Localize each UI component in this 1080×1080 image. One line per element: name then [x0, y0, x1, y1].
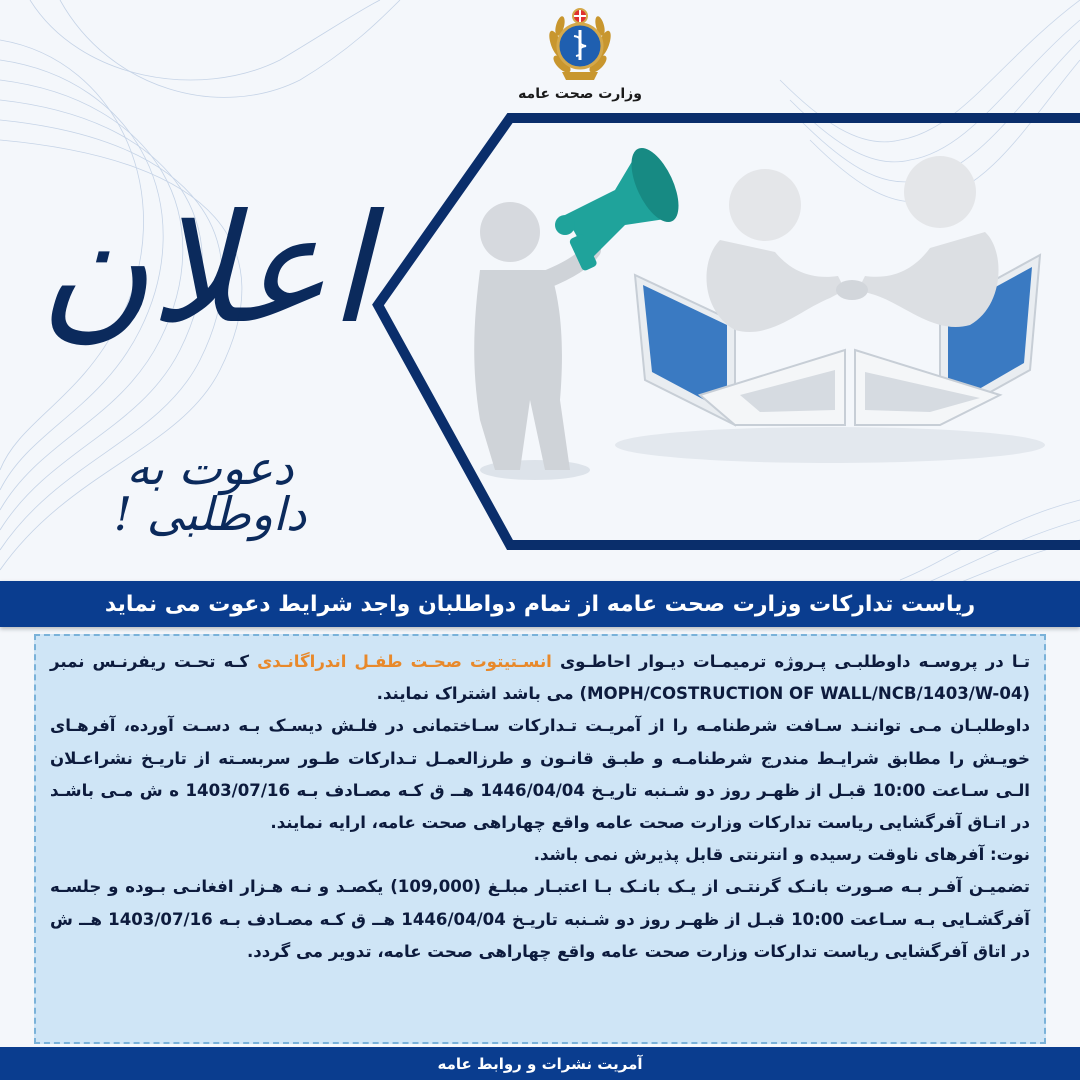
megaphone-icon: [555, 141, 688, 272]
body-paragraph-guarantee: تضمیـن آفـر بـه صـورت بانـک گرنتـی از یـک بانـک بـا اعتبـار مبلـغ (109,000) یکصـد و نـه هـزار افغانـی بـوده و جلسـه آفرگشـایی بـه سـاعت 10:00 قبـل از ظهـر روز دو شـنبه تاریـخ 1446/04/04 هــ ق کـه مصـادف بـه 1403/07/16 هــ ش در اتاق آفرگشایی ریاست تدارکات وزارت صحت عامه واقع چهاراهی صحت عامه، تدویر می گردد.: [50, 877, 1030, 961]
announcement-title: اعلان: [39, 183, 370, 357]
announcement-subtitle: دعوت به داوطلبی !: [113, 441, 307, 541]
invitation-banner: ریاست تدارکات وزارت صحت عامه از تمام دواطلبان واجد شرایط دعوت می نماید: [0, 581, 1080, 627]
body-note: نوت: آفرهای ناوقت رسیده و انترنتی قابل پذیرش نمی باشد.: [533, 845, 1030, 865]
body-paragraph-1: [50, 646, 1030, 710]
body-p1-start: تـا در پروسـه داوطلبـی پـروژه ترمیمـات دیـوار احاطـوی: [551, 652, 1030, 671]
institute-name: انسـتیتوت صحـت طفـل اندراگانـدی: [257, 652, 552, 671]
body-p1-end: کـه تحـت ریفرنـس نمبر (MOPH/COSTRUCTION OF WALL/NCB/1403/W-04) می باشد اشتراک نمایند.: [50, 652, 1030, 704]
footer-department: آمریت نشرات و روابط عامه: [0, 1047, 1080, 1080]
body-paragraph-2: داوطلبـان مـی تواننـد سـافت شرطنامـه را از آمریـت تـدارکات سـاختمانی در فلـش دیسـک بـه دسـت آورده، آفرهـای خویـش را مطابق شرایـط مندرج شرطنامـه و طبـق قانـون و طرزالعمـل تـدارکات طـور سربسـته از تاریـخ نشراعـلان الـی سـاعت 10:00 قبـل از ظهـر روز دو شـنبه تاریـخ 1446/04/04 هــ ق کـه مصـادف بـه 1403/07/16 ه ش مـی باشـد در اتـاق آفرگشایی ریاست تدارکات وزارت صحت عامه واقع چهاراهی صحت عامه، ارایه نمایند.: [50, 716, 1030, 833]
announcement-body: [34, 634, 1046, 1044]
handshake-laptops: [615, 156, 1045, 463]
ministry-name: وزارت صحت عامه: [518, 86, 642, 102]
